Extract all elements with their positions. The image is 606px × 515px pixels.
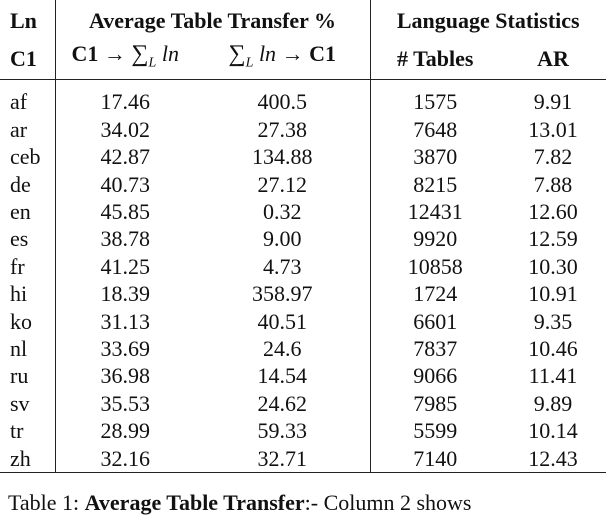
cell-ln-to-c1: 134.88	[252, 144, 313, 170]
header-row-1	[0, 0, 606, 38]
header-ar: AR	[500, 38, 606, 80]
cell-ln-to-c1: 40.51	[257, 308, 307, 334]
ln-variable: ln	[161, 41, 179, 66]
caption-text: :- Column 2 shows	[304, 490, 472, 515]
cell-tables: 10858	[370, 253, 500, 280]
sum-subscript: L	[148, 55, 157, 71]
cell-lang: af	[10, 89, 28, 115]
cell-c1-to-ln: 45.85	[55, 198, 195, 225]
cell-lang: es	[10, 226, 29, 252]
cell-c1-to-ln: 38.78	[55, 225, 195, 252]
cell-c1-to-ln: 17.46	[55, 80, 195, 116]
cell-tables: 5599	[370, 417, 500, 444]
header-sum-ln-to-c1	[195, 38, 370, 80]
table-row	[0, 335, 606, 362]
cell-ln-to-c1: 9.00	[263, 226, 302, 252]
sum-subscript: L	[245, 55, 254, 71]
table-row	[0, 253, 606, 280]
header-c1: C1	[0, 38, 55, 80]
table-row	[0, 362, 606, 389]
cell-ar: 10.91	[528, 281, 578, 307]
table-row	[0, 143, 606, 170]
header-language-statistics: Language Statistics	[370, 0, 606, 38]
cell-ar: 12.60	[528, 199, 578, 225]
cell-lang: en	[10, 199, 31, 225]
table-row	[0, 417, 606, 444]
cell-lang: ar	[10, 116, 28, 142]
table-row	[0, 80, 606, 116]
table-caption	[8, 491, 606, 515]
sigma-symbol: ∑	[228, 41, 246, 67]
cell-c1-to-ln: 33.69	[55, 335, 195, 362]
table-row	[0, 198, 606, 225]
header-num-tables: # Tables	[370, 38, 500, 80]
cell-ln-to-c1: 24.6	[263, 336, 302, 362]
cell-c1-to-ln: 31.13	[55, 308, 195, 335]
cell-ln-to-c1: 24.62	[257, 390, 307, 416]
cell-ar: 9.35	[533, 308, 573, 334]
table-row	[0, 445, 606, 473]
cell-c1-to-ln: 40.73	[55, 171, 195, 198]
cell-ar: 11.41	[528, 363, 578, 389]
cell-c1-to-ln: 41.25	[55, 253, 195, 280]
cell-tables: 7837	[370, 335, 500, 362]
cell-ln-to-c1: 59.33	[257, 418, 307, 444]
cell-ln-to-c1: 14.54	[257, 363, 307, 389]
cell-lang: hi	[10, 281, 28, 307]
cell-lang: zh	[0, 445, 55, 473]
header-c1-suffix: → C1	[281, 41, 336, 66]
cell-lang: tr	[10, 418, 24, 444]
cell-c1-to-ln: 34.02	[55, 116, 195, 143]
caption-bold-title: Average Table Transfer	[84, 490, 305, 515]
cell-tables: 3870	[370, 143, 500, 170]
cell-tables: 1724	[370, 280, 500, 307]
table-row	[0, 171, 606, 198]
table-row	[0, 116, 606, 143]
caption-prefix: Table 1:	[8, 490, 85, 515]
cell-lang: fr	[10, 253, 25, 279]
cell-tables: 9920	[370, 225, 500, 252]
cell-ln-to-c1: 358.97	[252, 281, 313, 307]
cell-ar: 9.89	[533, 390, 573, 416]
cell-ar: 10.14	[528, 418, 578, 444]
cell-ln-to-c1: 27.38	[257, 116, 307, 142]
cell-ln-to-c1: 4.73	[263, 253, 302, 279]
cell-tables: 7140	[370, 445, 500, 473]
cell-c1-to-ln: 18.39	[55, 280, 195, 307]
table-body	[0, 80, 606, 473]
table-row	[0, 280, 606, 307]
cell-lang: ko	[10, 308, 32, 334]
cell-tables: 12431	[370, 198, 500, 225]
cell-lang: ceb	[10, 144, 41, 170]
header-average-table-transfer: Average Table Transfer %	[55, 0, 370, 38]
header-c1-to-sum-ln	[55, 38, 195, 80]
cell-ar: 7.82	[533, 144, 573, 170]
cell-c1-to-ln: 35.53	[55, 390, 195, 417]
cell-lang: ru	[10, 363, 29, 389]
table-row	[0, 225, 606, 252]
cell-c1-to-ln: 36.98	[55, 362, 195, 389]
cell-lang: nl	[10, 336, 28, 362]
cell-tables: 7648	[370, 116, 500, 143]
cell-ar: 10.46	[528, 336, 578, 362]
cell-ln-to-c1: 400.5	[257, 89, 307, 115]
cell-c1-to-ln: 32.16	[55, 445, 195, 473]
header-c1-prefix: C1 →	[71, 41, 126, 66]
cell-tables: 9066	[370, 362, 500, 389]
sigma-symbol: ∑	[131, 41, 149, 67]
ln-variable: ln	[258, 41, 277, 66]
cell-ar: 12.59	[528, 226, 578, 252]
cell-ar: 9.91	[533, 89, 573, 115]
table-row	[0, 308, 606, 335]
header-row-2	[0, 38, 606, 80]
cell-ar: 10.30	[528, 253, 578, 279]
header-ln: Ln	[10, 8, 37, 33]
table-row	[0, 390, 606, 417]
cell-c1-to-ln: 28.99	[55, 417, 195, 444]
cell-ar: 13.01	[528, 116, 578, 142]
cell-lang: de	[10, 171, 31, 197]
cell-ln-to-c1: 32.71	[195, 445, 370, 473]
cell-lang: sv	[10, 390, 30, 416]
cell-tables: 6601	[370, 308, 500, 335]
cell-ln-to-c1: 27.12	[257, 171, 307, 197]
cell-tables: 8215	[370, 171, 500, 198]
cell-ar: 7.88	[533, 171, 573, 197]
cell-ar: 12.43	[500, 445, 606, 473]
cell-ln-to-c1: 0.32	[263, 199, 302, 225]
cell-tables: 7985	[370, 390, 500, 417]
cell-c1-to-ln: 42.87	[55, 143, 195, 170]
cell-tables: 1575	[370, 80, 500, 116]
